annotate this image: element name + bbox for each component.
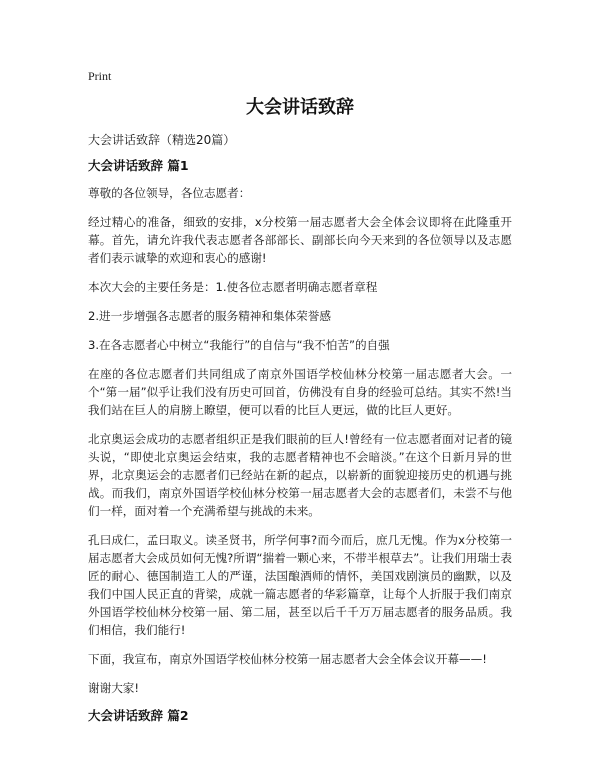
paragraph-announcement: 下面，我宣布，南京外国语学校仙林分校第一届志愿者大会全体会议开幕——! (88, 652, 487, 666)
paragraph-task-1: 本次大会的主要任务是：1.使各位志愿者明确志愿者章程 (88, 280, 378, 294)
print-label: Print (88, 69, 112, 83)
paragraph-opening: 经过精心的准备，细致的安排，x分校第一届志愿者大会全体会议即将在此隆重开幕。首先，请允许我代表志愿者各部部长、副部长向今天来到的各位领导以及志愿者们表示诚挚的欢迎和衷心的感谢! (88, 215, 512, 265)
paragraph-beijing-olympics: 北京奥运会成功的志愿者组织正是我们眼前的巨人!曾经有一位志愿者面对记者的镜头说，“即使北京奥运会结束，我的志愿者精神也不会暗淡。”在这个日新月异的世界，北京奥运会的志愿者们已经站在新的起点，以崭新的面貌迎接历史的机遇与挑战。而我们，南京外国语学校仙林分校第一届志愿者大会的志愿者们，未尝不与他们一样，面对着一个充满希望与挑战的未来。 (88, 432, 512, 518)
paragraph-first-session: 在座的各位志愿者们共同组成了南京外国语学校仙林分校第一届志愿者大会。一个“第一届”似乎让我们没有历史可回首，仿佛没有自身的经验可总结。其实不然!当我们站在巨人的肩膀上瞭望，便可以看的比巨人更远，做的比巨人更好。 (88, 367, 512, 417)
section-heading-2: 大会讲话致辞 篇2 (88, 708, 189, 723)
page-title: 大会讲话致辞 (246, 97, 354, 118)
paragraph-task-3: 3.在各志愿者心中树立“我能行”的自信与“我不怕苦”的自强 (88, 338, 390, 352)
paragraph-confucius: 孔曰成仁，孟曰取义。读圣贤书，所学何事?而今而后，庶几无愧。作为x分校第一届志愿者大会成员如何无愧?所谓“揣着一颗心来，不带半根草去”。让我们用瑞士表匠的耐心、德国制造工人的严谨，法国酿酒师的情怀，美国戏剧演员的幽默，以及我们中国人民正直的背梁，成就一篇志愿者的华彩篇章，让每个人折服于我们南京外国语学校仙林分校第一届、第二届，甚至以后千千万万届志愿者的服务品质。我们相信，我们能行! (88, 533, 512, 637)
paragraph-greeting: 尊敬的各位领导，各位志愿者： (88, 186, 251, 200)
paragraph-task-2: 2.进一步增强各志愿者的服务精神和集体荣誉感 (88, 309, 331, 323)
paragraph-thanks: 谢谢大家! (88, 681, 140, 695)
document-subtitle: 大会讲话致辞（精选20篇） (88, 133, 236, 147)
section-heading-1: 大会讲话致辞 篇1 (88, 158, 189, 173)
